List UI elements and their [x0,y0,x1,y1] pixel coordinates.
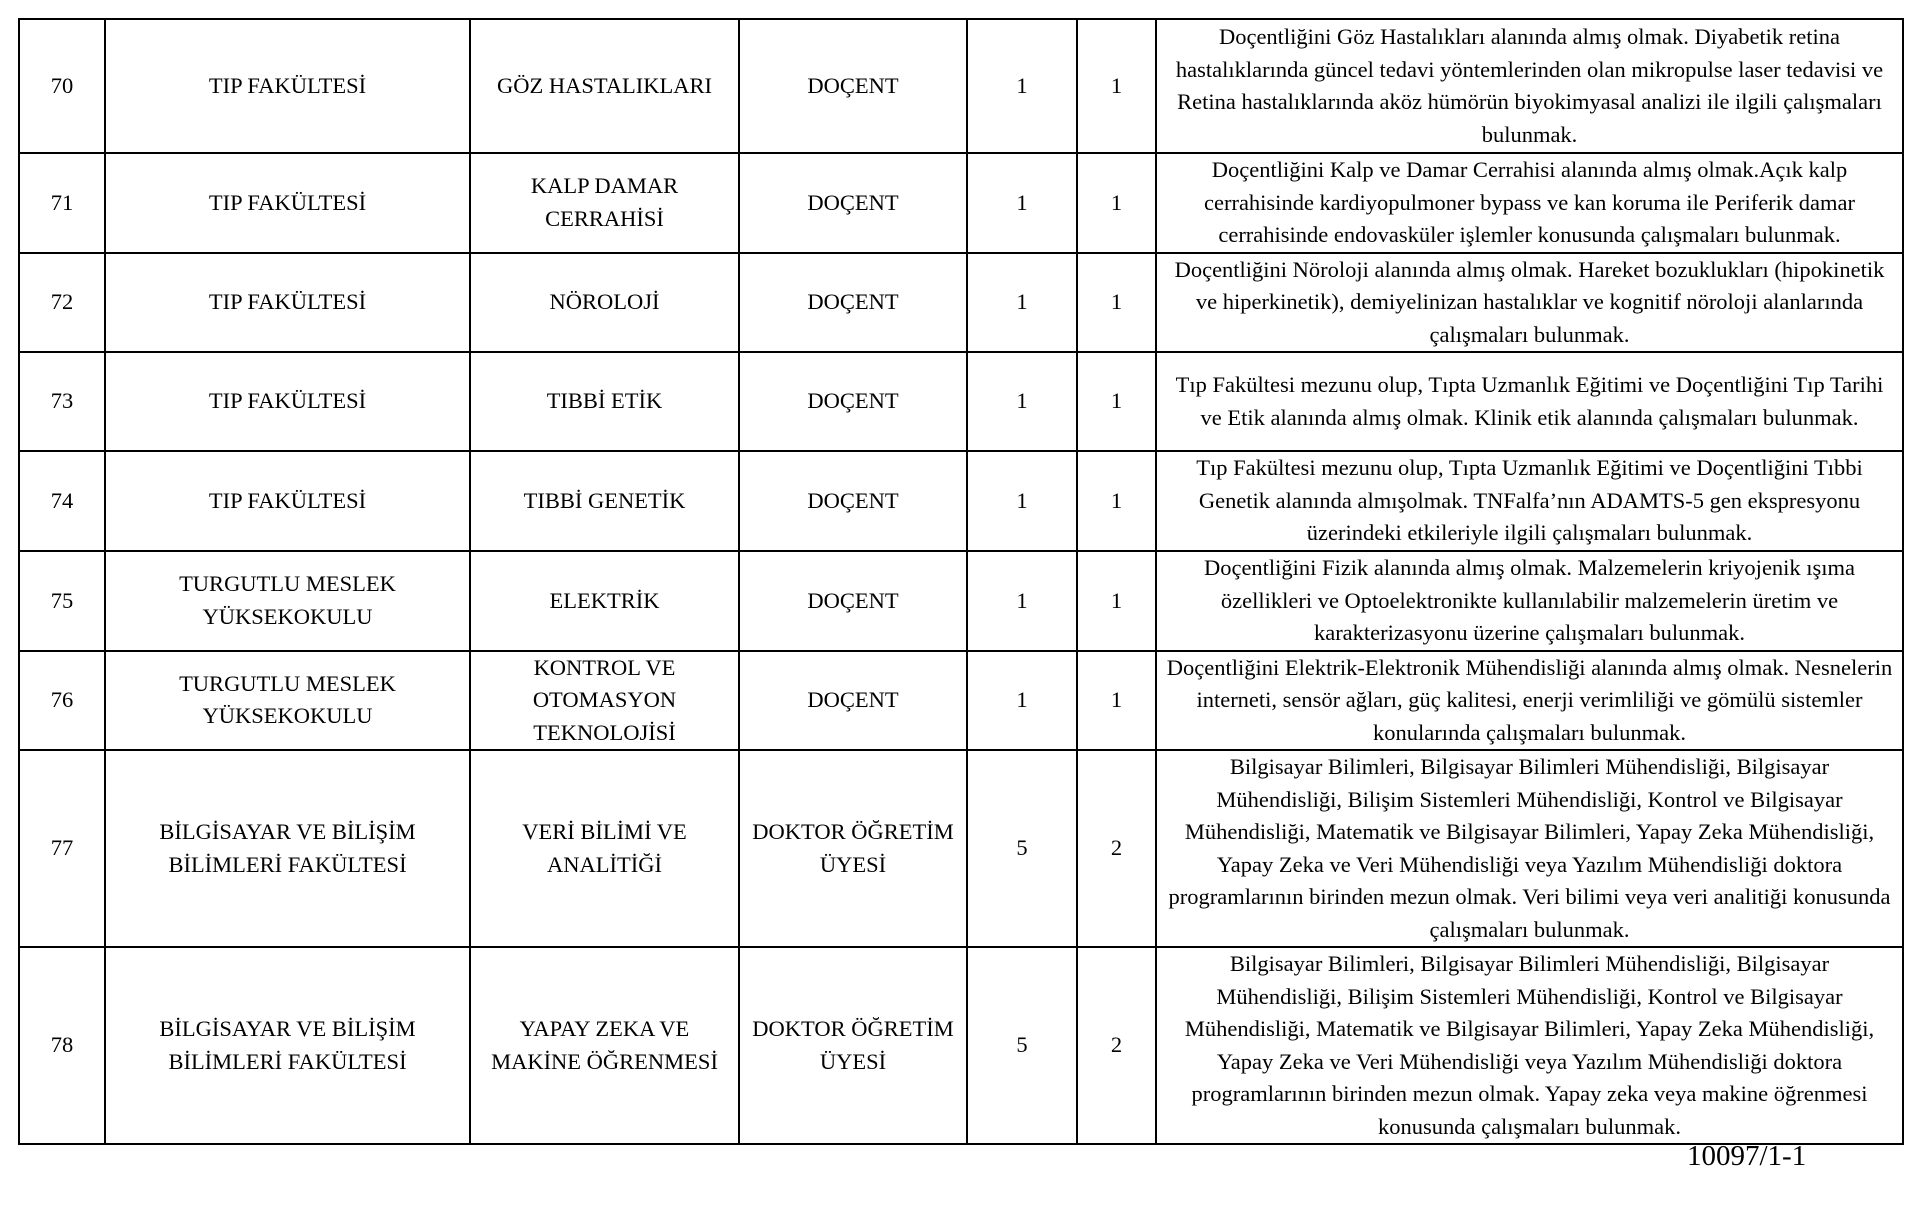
faculty-cell: TIP FAKÜLTESİ [105,352,470,451]
requirements-cell: Doçentliğini Fizik alanında almış olmak. Malzemelerin kriyojenik ışıma özellikleri ve Optoelektronikte kullanılabilir malzemelerin üretim ve karakterizasyonu üzerine çalışmaları bulunmak. [1156,551,1903,651]
count-cell: 2 [1077,947,1156,1144]
department-cell: VERİ BİLİMİ VE ANALİTİĞİ [470,750,739,947]
requirements-cell: Bilgisayar Bilimleri, Bilgisayar Bilimleri Mühendisliği, Bilgisayar Mühendisliği, Bilişim Sistemleri Mühendisliği, Kontrol ve Bilgisayar Mühendisliği, Matematik ve Bilgisayar Bilimleri, Yapay Zeka Mühendisliği, Yapay Zeka ve Veri Mühendisliği veya Yazılım Mühendisliği doktora programlarının birinden mezun olmak. Yapay zeka veya makine öğrenmesi konusunda çalışmaları bulunmak. [1156,947,1903,1144]
document-code: 10097/1-1 [1687,1140,1807,1172]
department-cell: TIBBİ GENETİK [470,451,739,551]
requirements-cell: Doçentliğini Nöroloji alanında almış olmak. Hareket bozuklukları (hipokinetik ve hiperkinetik), demiyelinizan hastalıklar ve kognitif nöroloji alanlarında çalışmaları bulunmak. [1156,253,1903,353]
title-cell: DOÇENT [739,352,967,451]
department-cell: ELEKTRİK [470,551,739,651]
table-row [19,551,1903,651]
department-cell: KALP DAMAR CERRAHİSİ [470,153,739,253]
faculty-cell: TURGUTLU MESLEK YÜKSEKOKULU [105,651,470,751]
count-cell: 1 [1077,651,1156,751]
title-cell: DOKTOR ÖĞRETİM ÜYESİ [739,947,967,1144]
title-cell: DOÇENT [739,451,967,551]
department-cell: YAPAY ZEKA VE MAKİNE ÖĞRENMESİ [470,947,739,1144]
count-cell: 2 [1077,750,1156,947]
department-cell: GÖZ HASTALIKLARI [470,19,739,153]
degree-cell: 1 [967,551,1077,651]
department-cell: KONTROL VE OTOMASYON TEKNOLOJİSİ [470,651,739,751]
title-cell: DOÇENT [739,19,967,153]
degree-cell: 1 [967,153,1077,253]
count-cell: 1 [1077,352,1156,451]
title-cell: DOKTOR ÖĞRETİM ÜYESİ [739,750,967,947]
count-cell: 1 [1077,153,1156,253]
table-row [19,750,1903,947]
table-row [19,153,1903,253]
faculty-cell: TIP FAKÜLTESİ [105,153,470,253]
degree-cell: 1 [967,651,1077,751]
row-number: 74 [19,451,105,551]
faculty-cell: BİLGİSAYAR VE BİLİŞİM BİLİMLERİ FAKÜLTESİ [105,750,470,947]
table-row [19,253,1903,353]
degree-cell: 1 [967,19,1077,153]
row-number: 72 [19,253,105,353]
title-cell: DOÇENT [739,253,967,353]
table-row [19,451,1903,551]
row-number: 70 [19,19,105,153]
row-number: 76 [19,651,105,751]
faculty-cell: TIP FAKÜLTESİ [105,253,470,353]
count-cell: 1 [1077,19,1156,153]
count-cell: 1 [1077,551,1156,651]
degree-cell: 1 [967,253,1077,353]
faculty-cell: BİLGİSAYAR VE BİLİŞİM BİLİMLERİ FAKÜLTESİ [105,947,470,1144]
count-cell: 1 [1077,451,1156,551]
title-cell: DOÇENT [739,153,967,253]
title-cell: DOÇENT [739,551,967,651]
department-cell: NÖROLOJİ [470,253,739,353]
row-number: 73 [19,352,105,451]
requirements-cell: Doçentliğini Kalp ve Damar Cerrahisi alanında almış olmak.Açık kalp cerrahisinde kardiyopulmoner bypass ve kan koruma ile Periferik damar cerrahisinde endovasküler işlemler konusunda çalışmaları bulunmak. [1156,153,1903,253]
title-cell: DOÇENT [739,651,967,751]
degree-cell: 5 [967,750,1077,947]
table-row [19,352,1903,451]
table-row [19,651,1903,751]
requirements-cell: Bilgisayar Bilimleri, Bilgisayar Bilimleri Mühendisliği, Bilgisayar Mühendisliği, Bilişim Sistemleri Mühendisliği, Kontrol ve Bilgisayar Mühendisliği, Matematik ve Bilgisayar Bilimleri, Yapay Zeka Mühendisliği, Yapay Zeka ve Veri Mühendisliği veya Yazılım Mühendisliği doktora programlarının birinden mezun olmak. Veri bilimi veya veri analitiği konusunda çalışmaları bulunmak. [1156,750,1903,947]
department-cell: TIBBİ ETİK [470,352,739,451]
faculty-cell: TURGUTLU MESLEK YÜKSEKOKULU [105,551,470,651]
requirements-cell: Doçentliğini Elektrik-Elektronik Mühendisliği alanında almış olmak. Nesnelerin interneti, sensör ağları, güç kalitesi, enerji verimliliği ve gömülü sistemler konularında çalışmaları bulunmak. [1156,651,1903,751]
count-cell: 1 [1077,253,1156,353]
table-row [19,947,1903,1144]
requirements-cell: Tıp Fakültesi mezunu olup, Tıpta Uzmanlık Eğitimi ve Doçentliğini Tıp Tarihi ve Etik alanında almış olmak. Klinik etik alanında çalışmaları bulunmak. [1156,352,1903,451]
degree-cell: 1 [967,451,1077,551]
row-number: 77 [19,750,105,947]
requirements-cell: Doçentliğini Göz Hastalıkları alanında almış olmak. Diyabetik retina hastalıklarında güncel tedavi yöntemlerinden olan mikropulse laser tedavisi ve Retina hastalıklarında aköz hümörün biyokimyasal analizi ile ilgili çalışmaları bulunmak. [1156,19,1903,153]
row-number: 78 [19,947,105,1144]
degree-cell: 1 [967,352,1077,451]
row-number: 75 [19,551,105,651]
requirements-cell: Tıp Fakültesi mezunu olup, Tıpta Uzmanlık Eğitimi ve Doçentliğini Tıbbi Genetik alanında almışolmak. TNFalfa’nın ADAMTS-5 gen ekspresyonu üzerindeki etkileriyle ilgili çalışmaları bulunmak. [1156,451,1903,551]
faculty-cell: TIP FAKÜLTESİ [105,451,470,551]
row-number: 71 [19,153,105,253]
degree-cell: 5 [967,947,1077,1144]
table-row [19,19,1903,153]
faculty-cell: TIP FAKÜLTESİ [105,19,470,153]
positions-table [18,18,1904,1145]
